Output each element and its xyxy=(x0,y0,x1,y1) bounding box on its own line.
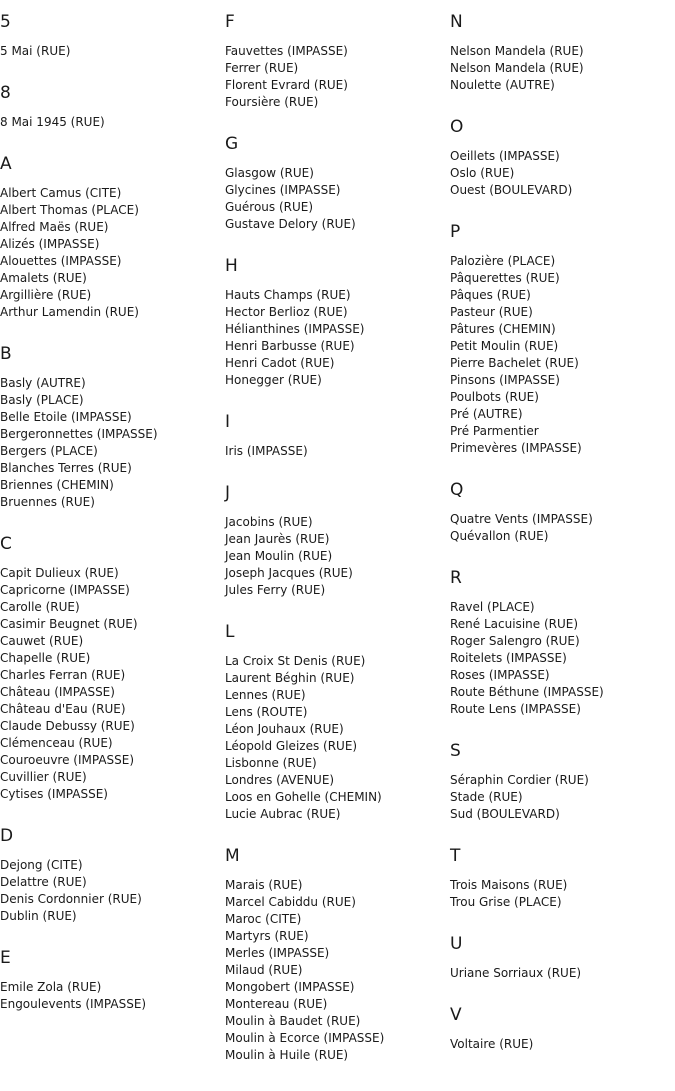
street-index-column-2 xyxy=(225,9,449,1084)
street-list xyxy=(450,965,674,982)
street-link[interactable]: Fauvettes (IMPASSE) xyxy=(225,44,348,58)
letter-heading: B xyxy=(0,344,12,364)
letter-heading: A xyxy=(0,154,12,174)
street-index-column-1 xyxy=(0,9,224,1033)
street-link[interactable]: Ouest (BOULEVARD) xyxy=(450,183,573,197)
street-link[interactable]: Hauts Champs (RUE) xyxy=(225,288,351,302)
street-list xyxy=(450,511,674,545)
street-link[interactable]: Séraphin Cordier (RUE) xyxy=(450,773,589,787)
street-link[interactable]: Léopold Gleizes (RUE) xyxy=(225,739,358,753)
letter-group xyxy=(0,151,224,321)
street-link[interactable]: Martyrs (RUE) xyxy=(225,929,309,943)
street-link[interactable]: Iris (IMPASSE) xyxy=(225,444,308,458)
street-link[interactable]: Milaud (RUE) xyxy=(225,963,303,977)
street-link[interactable]: 5 Mai (RUE) xyxy=(0,44,71,58)
letter-heading: U xyxy=(450,934,463,954)
street-link[interactable]: Bergers (PLACE) xyxy=(0,444,98,458)
street-list xyxy=(0,857,224,925)
street-list xyxy=(225,287,449,389)
street-link[interactable]: Lens (ROUTE) xyxy=(225,705,308,719)
street-link[interactable]: Henri Cadot (RUE) xyxy=(225,356,335,370)
street-link[interactable]: Pré Parmentier xyxy=(450,424,539,438)
letter-heading: P xyxy=(450,222,461,242)
street-link[interactable]: Glasgow (RUE) xyxy=(225,166,314,180)
street-link[interactable]: Henri Barbusse (RUE) xyxy=(225,339,355,353)
street-link[interactable]: Clémenceau (RUE) xyxy=(0,736,113,750)
letter-group xyxy=(225,843,449,1064)
letter-heading: D xyxy=(0,826,14,846)
street-link[interactable]: Moulin à Ecorce (IMPASSE) xyxy=(225,1031,385,1045)
letter-group xyxy=(450,477,674,545)
street-index-column-3 xyxy=(450,9,674,1073)
street-link[interactable]: Guérous (RUE) xyxy=(225,200,314,214)
letter-group xyxy=(450,738,674,823)
street-link[interactable]: Denis Cordonnier (RUE) xyxy=(0,892,142,906)
letter-heading: V xyxy=(450,1005,462,1025)
street-link[interactable]: Briennes (CHEMIN) xyxy=(0,478,114,492)
letter-heading: J xyxy=(225,483,231,503)
street-link[interactable]: Pasteur (RUE) xyxy=(450,305,533,319)
letter-heading: 5 xyxy=(0,12,11,32)
street-list xyxy=(225,653,449,823)
letter-group xyxy=(225,480,449,599)
street-link[interactable]: Marcel Cabiddu (RUE) xyxy=(225,895,356,909)
street-list xyxy=(225,165,449,233)
letter-heading: T xyxy=(450,846,461,866)
letter-group xyxy=(450,1002,674,1053)
street-link[interactable]: Dejong (CITE) xyxy=(0,858,83,872)
street-link[interactable]: Ravel (PLACE) xyxy=(450,600,535,614)
letter-group xyxy=(450,114,674,199)
street-link[interactable]: Pinsons (IMPASSE) xyxy=(450,373,560,387)
street-link[interactable]: Maroc (CITE) xyxy=(225,912,302,926)
street-list xyxy=(225,43,449,111)
street-link[interactable]: Petit Moulin (RUE) xyxy=(450,339,559,353)
street-link[interactable]: Route Béthune (IMPASSE) xyxy=(450,685,604,699)
street-link[interactable]: Jacobins (RUE) xyxy=(225,515,313,529)
street-list xyxy=(225,877,449,1064)
letter-group xyxy=(450,931,674,982)
letter-group xyxy=(450,843,674,911)
street-link[interactable]: Laurent Béghin (RUE) xyxy=(225,671,355,685)
street-link[interactable]: Belle Etoile (IMPASSE) xyxy=(0,410,132,424)
letter-heading: H xyxy=(225,256,238,276)
street-link[interactable]: Lisbonne (RUE) xyxy=(225,756,317,770)
street-link[interactable]: Trois Maisons (RUE) xyxy=(450,878,568,892)
letter-group xyxy=(0,823,224,925)
street-link[interactable]: Voltaire (RUE) xyxy=(450,1037,534,1051)
street-link[interactable]: Pré (AUTRE) xyxy=(450,407,523,421)
street-link[interactable]: Moulin à Baudet (RUE) xyxy=(225,1014,361,1028)
street-link[interactable]: Roses (IMPASSE) xyxy=(450,668,550,682)
street-link[interactable]: Oeillets (IMPASSE) xyxy=(450,149,560,163)
street-link[interactable]: Mongobert (IMPASSE) xyxy=(225,980,355,994)
street-link[interactable]: Cuvillier (RUE) xyxy=(0,770,87,784)
street-link[interactable]: Montereau (RUE) xyxy=(225,997,328,1011)
street-link[interactable]: Londres (AVENUE) xyxy=(225,773,335,787)
street-link[interactable]: Claude Debussy (RUE) xyxy=(0,719,135,733)
street-link[interactable]: Hector Berlioz (RUE) xyxy=(225,305,348,319)
street-link[interactable]: Engoulevents (IMPASSE) xyxy=(0,997,147,1011)
street-list xyxy=(0,565,224,803)
letter-group xyxy=(0,531,224,803)
street-link[interactable]: Quatre Vents (IMPASSE) xyxy=(450,512,593,526)
street-link[interactable]: Jean Jaurès (RUE) xyxy=(225,532,330,546)
street-link[interactable]: Roitelets (IMPASSE) xyxy=(450,651,567,665)
street-link[interactable]: Alfred Maës (RUE) xyxy=(0,220,109,234)
street-link[interactable]: Pâtures (CHEMIN) xyxy=(450,322,556,336)
street-link[interactable]: Alizés (IMPASSE) xyxy=(0,237,100,251)
street-link[interactable]: Amalets (RUE) xyxy=(0,271,87,285)
letter-group xyxy=(450,565,674,718)
street-list xyxy=(450,772,674,823)
street-link[interactable]: Palozière (PLACE) xyxy=(450,254,556,268)
street-link[interactable]: Delattre (RUE) xyxy=(0,875,87,889)
street-link[interactable]: Quévallon (RUE) xyxy=(450,529,549,543)
street-link[interactable]: Moulin à Huile (RUE) xyxy=(225,1048,349,1062)
street-link[interactable]: Sud (BOULEVARD) xyxy=(450,807,560,821)
letter-heading: F xyxy=(225,12,235,32)
letter-heading: 8 xyxy=(0,83,11,103)
street-link[interactable]: Blanches Terres (RUE) xyxy=(0,461,132,475)
street-link[interactable]: Trou Grise (PLACE) xyxy=(450,895,562,909)
street-link[interactable]: Merles (IMPASSE) xyxy=(225,946,330,960)
street-link[interactable]: Uriane Sorriaux (RUE) xyxy=(450,966,582,980)
street-list xyxy=(0,43,224,60)
street-link[interactable]: Argillière (RUE) xyxy=(0,288,92,302)
street-link[interactable]: Cytises (IMPASSE) xyxy=(0,787,108,801)
street-link[interactable]: Basly (AUTRE) xyxy=(0,376,86,390)
letter-group xyxy=(0,80,224,131)
street-list xyxy=(450,43,674,94)
street-link[interactable]: Bergeronnettes (IMPASSE) xyxy=(0,427,158,441)
street-link[interactable]: Gustave Delory (RUE) xyxy=(225,217,356,231)
street-list xyxy=(450,253,674,457)
street-link[interactable]: Hélianthines (IMPASSE) xyxy=(225,322,365,336)
letter-heading: M xyxy=(225,846,240,866)
street-link[interactable]: Casimir Beugnet (RUE) xyxy=(0,617,138,631)
street-link[interactable]: Pierre Bachelet (RUE) xyxy=(450,356,579,370)
street-link[interactable]: La Croix St Denis (RUE) xyxy=(225,654,366,668)
street-link[interactable]: Charles Ferran (RUE) xyxy=(0,668,126,682)
street-link[interactable]: Chapelle (RUE) xyxy=(0,651,91,665)
street-link[interactable]: Noulette (AUTRE) xyxy=(450,78,555,92)
street-link[interactable]: Joseph Jacques (RUE) xyxy=(225,566,353,580)
letter-heading: S xyxy=(450,741,461,761)
letter-group xyxy=(225,9,449,111)
letter-group xyxy=(0,9,224,60)
letter-heading: N xyxy=(450,12,463,32)
street-link[interactable]: Oslo (RUE) xyxy=(450,166,515,180)
street-list xyxy=(450,1036,674,1053)
street-list xyxy=(0,114,224,131)
letter-heading: R xyxy=(450,568,462,588)
street-link[interactable]: Capit Dulieux (RUE) xyxy=(0,566,119,580)
street-list xyxy=(225,514,449,599)
street-link[interactable]: Dublin (RUE) xyxy=(0,909,77,923)
street-link[interactable]: Marais (RUE) xyxy=(225,878,303,892)
letter-heading: L xyxy=(225,622,235,642)
street-link[interactable]: Nelson Mandela (RUE) xyxy=(450,61,584,75)
street-list xyxy=(225,443,449,460)
street-link[interactable]: Lucie Aubrac (RUE) xyxy=(225,807,341,821)
street-link[interactable]: Pâques (RUE) xyxy=(450,288,531,302)
letter-group xyxy=(225,253,449,389)
street-link[interactable]: Albert Camus (CITE) xyxy=(0,186,122,200)
street-link[interactable]: Arthur Lamendin (RUE) xyxy=(0,305,139,319)
street-link[interactable]: Alouettes (IMPASSE) xyxy=(0,254,122,268)
street-link[interactable]: Emile Zola (RUE) xyxy=(0,980,102,994)
street-link[interactable]: René Lacuisine (RUE) xyxy=(450,617,579,631)
street-link[interactable]: Poulbots (RUE) xyxy=(450,390,539,404)
street-link[interactable]: Pâquerettes (RUE) xyxy=(450,271,560,285)
street-link[interactable]: Honegger (RUE) xyxy=(225,373,322,387)
street-link[interactable]: Couroeuvre (IMPASSE) xyxy=(0,753,135,767)
street-list xyxy=(0,979,224,1013)
street-link[interactable]: Bruennes (RUE) xyxy=(0,495,95,509)
letter-heading: Q xyxy=(450,480,464,500)
street-link[interactable]: Route Lens (IMPASSE) xyxy=(450,702,581,716)
street-link[interactable]: Ferrer (RUE) xyxy=(225,61,299,75)
street-link[interactable]: Primevères (IMPASSE) xyxy=(450,441,582,455)
letter-group xyxy=(450,219,674,457)
street-link[interactable]: Carolle (RUE) xyxy=(0,600,80,614)
letter-group xyxy=(225,131,449,233)
letter-heading: O xyxy=(450,117,464,137)
street-link[interactable]: Basly (PLACE) xyxy=(0,393,84,407)
street-link[interactable]: Roger Salengro (RUE) xyxy=(450,634,580,648)
letter-group xyxy=(225,619,449,823)
letter-group xyxy=(0,341,224,511)
street-list xyxy=(450,599,674,718)
street-link[interactable]: Lennes (RUE) xyxy=(225,688,306,702)
street-link[interactable]: Albert Thomas (PLACE) xyxy=(0,203,139,217)
street-link[interactable]: Jean Moulin (RUE) xyxy=(225,549,333,563)
street-link[interactable]: Florent Evrard (RUE) xyxy=(225,78,348,92)
street-link[interactable]: Glycines (IMPASSE) xyxy=(225,183,341,197)
street-link[interactable]: Château (IMPASSE) xyxy=(0,685,115,699)
street-link[interactable]: Foursière (RUE) xyxy=(225,95,319,109)
street-link[interactable]: Loos en Gohelle (CHEMIN) xyxy=(225,790,382,804)
street-list xyxy=(450,148,674,199)
street-link[interactable]: Château d'Eau (RUE) xyxy=(0,702,126,716)
letter-group xyxy=(225,409,449,460)
letter-heading: I xyxy=(225,412,231,432)
letter-group xyxy=(0,945,224,1013)
street-link[interactable]: Cauwet (RUE) xyxy=(0,634,84,648)
street-link[interactable]: Léon Jouhaux (RUE) xyxy=(225,722,344,736)
street-link[interactable]: 8 Mai 1945 (RUE) xyxy=(0,115,105,129)
letter-group xyxy=(450,9,674,94)
letter-heading: G xyxy=(225,134,239,154)
letter-heading: C xyxy=(0,534,12,554)
letter-heading: E xyxy=(0,948,11,968)
street-list xyxy=(450,877,674,911)
street-link[interactable]: Capricorne (IMPASSE) xyxy=(0,583,130,597)
street-link[interactable]: Nelson Mandela (RUE) xyxy=(450,44,584,58)
street-list xyxy=(0,375,224,511)
street-link[interactable]: Stade (RUE) xyxy=(450,790,523,804)
street-list xyxy=(0,185,224,321)
street-link[interactable]: Jules Ferry (RUE) xyxy=(225,583,326,597)
